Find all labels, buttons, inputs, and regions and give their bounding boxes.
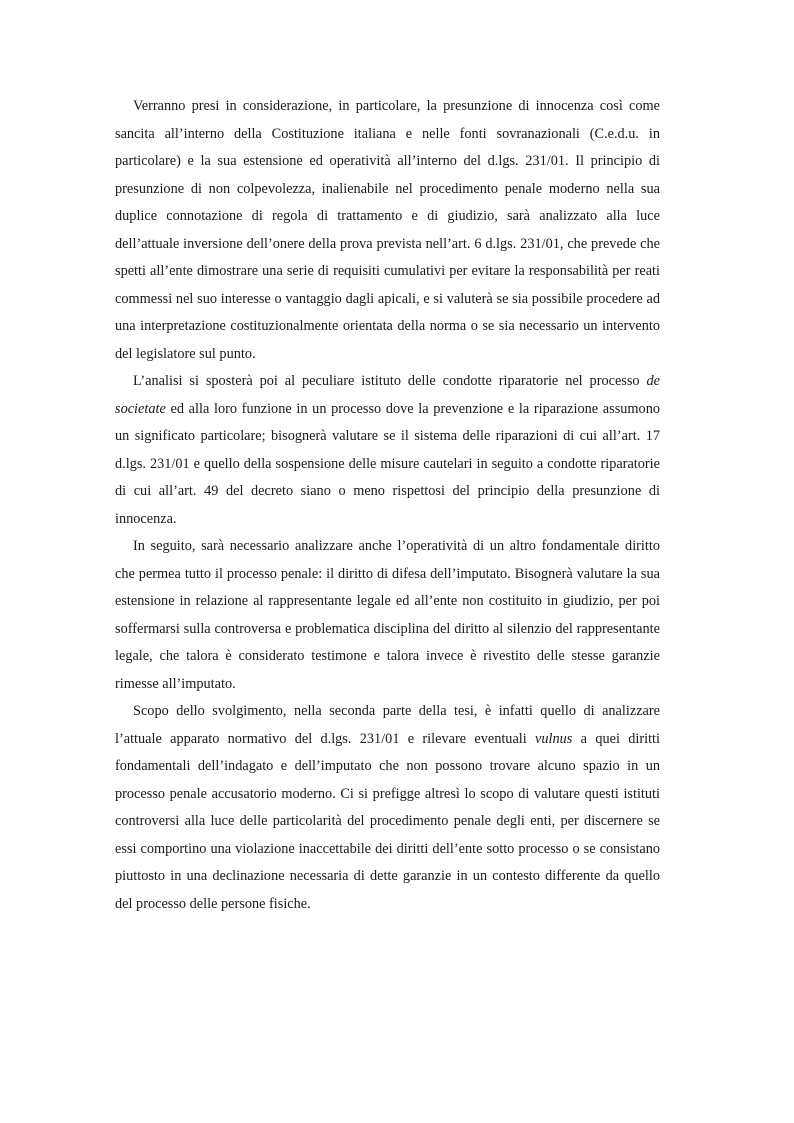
paragraph-text: In seguito, sarà necessario analizzare anche l’operatività di un altro fondamentale diritto che permea tutto il processo penale: il diritto di difesa dell’imputato. Bisognerà valutare la sua estensione in relazione al rappresentante legale ed all’ente non costituito in giudizio, per poi soffermarsi sulla controversa e problematica disciplina del diritto al silenzio del rappresentante legale, che talora è considerato testimone e talora invece è rivestito delle stesse garanzie rimesse all’imputato. [115, 538, 660, 692]
paragraph-text: ed alla loro funzione in un processo dove la prevenzione e la riparazione assumono un significato particolare; bisognerà valutare se il sistema delle riparazioni di cui all’art. 17 d.lgs. 231/01 e quello della sospensione delle misure cautelari in seguito a condotte riparatorie di cui all’art. 49 del decreto siano o meno rispettosi del principio della presunzione di innocenza. [115, 400, 660, 527]
paragraph-text: a quei diritti fondamentali dell’indagato e dell’imputato che non possono trovare alcuno spazio in un processo penale accusatorio moderno. Ci si prefigge altresì lo scopo di valutare questi istituti controversi alla luce delle particolarità del procedimento penale degli enti, per discernere se essi comportino una violazione inaccettabile dei diritti dell’ente sotto processo o se consistano piuttosto in una declinazione necessaria di dette garanzie in un contesto differente da quello del processo delle persone fisiche. [115, 730, 660, 912]
paragraph-scopo [115, 698, 660, 918]
paragraph-diritto-difesa [115, 533, 660, 698]
paragraph-condotte-riparatorie [115, 368, 660, 533]
paragraph-text: Scopo dello svolgimento, nella seconda parte della tesi, è infatti quello di analizzare l’attuale apparato normativo del d.lgs. 231/01 e rilevare eventuali [115, 703, 660, 747]
paragraph-text: L’analisi si sposterà poi al peculiare istituto delle condotte riparatorie nel processo [133, 373, 647, 389]
paragraph-presunzione [115, 93, 660, 368]
italic-term: de societate [115, 373, 660, 417]
document-body [115, 93, 660, 918]
paragraph-text: Verranno presi in considerazione, in particolare, la presunzione di innocenza così come sancita all’interno della Costituzione italiana e nelle fonti sovranazionali (C.e.d.u. in particolare) e la sua estensione ed operatività all’interno del d.lgs. 231/01. Il principio di presunzione di non colpevolezza, inalienabile nel procedimento penale moderno nella sua duplice connotazione di regola di trattamento e di giudizio, sarà analizzato alla luce dell’attuale inversione dell’onere della prova prevista nell’art. 6 d.lgs. 231/01, che prevede che spetti all’ente dimostrare una serie di requisiti cumulativi per evitare la responsabilità per reati commessi nel suo interesse o vantaggio dagli apicali, e si valuterà se sia possibile procedere ad una interpretazione costituzionalmente orientata della norma o se sia necessario un intervento del legislatore sul punto. [115, 98, 660, 362]
italic-term: vulnus [535, 730, 573, 747]
